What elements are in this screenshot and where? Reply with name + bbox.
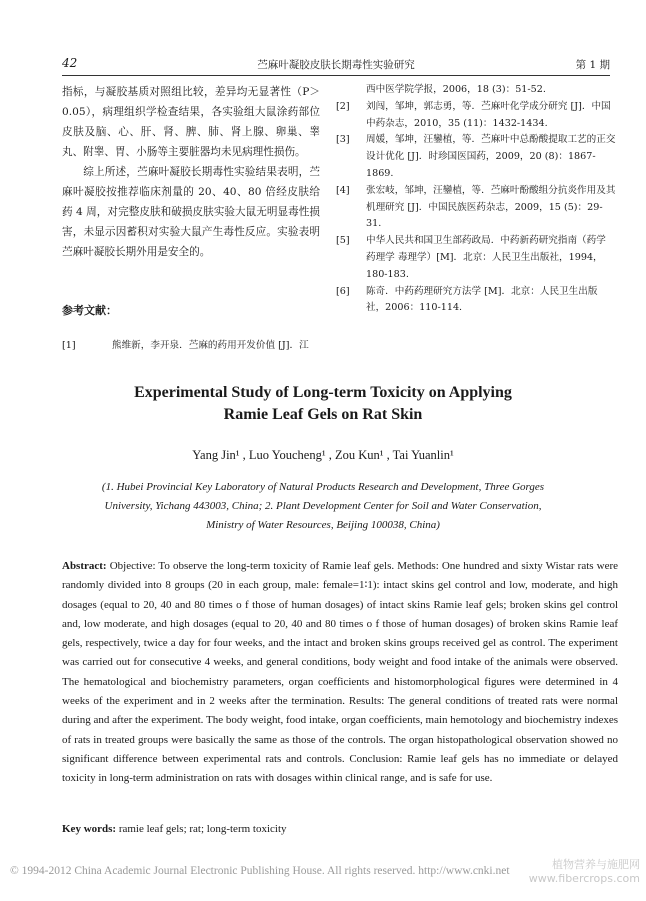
left-column [62, 82, 320, 262]
copyright-text: © 1994-2012 China Academic Journal Electronic Publishing House. All rights reserved. [10, 865, 416, 877]
running-title: 苎麻叶凝胶皮肤长期毒性实验研究 [257, 59, 415, 71]
title-line: Ramie Leaf Gels on Rat Skin [223, 406, 423, 423]
abstract-label: Abstract: [62, 560, 107, 572]
reference-number: [5] [336, 235, 350, 247]
reference-item [336, 233, 616, 283]
body-paragraph: 综上所述，苎麻叶凝胶长期毒性实验结果表明，苎麻叶凝胶按推荐临床剂量的 20、40、80 倍经皮肤给药 4 周，对完整皮肤和破损皮肤实验大鼠无明显毒性损害，未显示因蓄积对实验大鼠产生毒性反应。实验表明苎麻叶凝胶长期外用是安全的。 [62, 166, 320, 258]
reference-number: [1] [62, 340, 76, 351]
reference-item [336, 183, 616, 233]
site-link[interactable]: http://www.cnki.net [418, 865, 510, 877]
watermark [529, 858, 640, 886]
reference-number: [6] [336, 285, 350, 297]
reference-text: 张宏岐，邹坤，汪鑾植，等．苎麻叶酚酸组分抗炎作用及其机理研究 [J]．中国民族医药杂志，2009，15 (5)：29-31. [366, 184, 616, 230]
reference-number: [4] [336, 184, 350, 196]
references-heading: 参考文献： [62, 304, 117, 317]
affiliations: (1. Hubei Provincial Key Laboratory of Natural Products Research and Development, Three Gorges University, Yichang 443003, China; 2. Plant Development Center for Soil and Water Conservation, Ministry of Water Resources, Beijing 100038, China) [101, 481, 545, 531]
abstract-text: Objective: To observe the long-term toxicity of Ramie leaf gels. Methods: One hundred and sixty Wistar rats were randomly divided into 8 groups (20 in each group, male: female=1∶1): intact skins gel control and low, moderate, and high dosages (equal to 20, 40 and 80 times o f those of human dosages) of intact skins Ramie leaf gels; broken skins gel control and, low moderate, and high dosages (equal to 20, 40 and 80 times o f those of human dosages) of broken skins Ramie leaf gels, respectively, twice a day for four weeks, and the intact and broken skins groups received gel as control. The experiment was carried out for consecutive 4 weeks, and general conditions, body weight and food intake of the animals were observed. The hematological and biochemistry parameters, organ coefficients and histomorphological figures were determined in 4 weeks of the experiment and in 2 weeks after the termination. Results: The general conditions of treated rats were normal during and after the experiment. The body weight, food intake, organ coefficients, main hemotology and biochemistry indexes of rats in treated groups were basically the same as those of the controls. The organ histopathological observation showed no significant difference between experimental rats and controls. Conclusion: Ramie leaf gels has no immediate or delayed toxicity in long-term administration on rats with dosages within clinical range, and is safe for use. [62, 560, 619, 785]
reference-text: 中华人民共和国卫生部药政局．中药新药研究指南（药学 药理学 毒理学）[M]．北京：人民卫生出版社，1994，180-183. [366, 235, 606, 280]
reference-text: 刘闯，邹坤，郭志勇，等．苎麻叶化学成分研究 [J]．中国中药杂志，2010，35 (11)：1432-1434. [366, 100, 611, 129]
reference-item [336, 132, 616, 182]
title-line: Experimental Study of Long-term Toxicity on Applying [134, 384, 512, 401]
keywords-text: ramie leaf gels; rat; long-term toxicity [118, 823, 287, 835]
running-header [62, 56, 610, 74]
reference-number: [2] [336, 100, 350, 112]
keywords-label: Key words: [62, 823, 117, 835]
reference-text: 周媛，邹坤，汪鑾植，等．苎麻叶中总酚酸提取工艺的正交设计优化 [J]．时珍国医国药，2009，20 (8)：1867-1869. [366, 134, 616, 179]
body-paragraph: 指标，与凝胶基质对照组比较，差异均无显著性（P＞0.05），病理组织学检查结果，各实验组大鼠涂药部位皮肤及脑、心、肝、肾、脾、肺、肾上腺、卵巢、睾丸、附睾、胃、小肠等主要脏器均未见病理性损伤。 [62, 86, 320, 158]
issue-number: 第 1 期 [575, 59, 610, 71]
abstract [62, 557, 618, 789]
header-rule [62, 75, 610, 76]
reference-continuation [336, 82, 616, 99]
reference-item [336, 284, 616, 318]
right-column-references [336, 82, 616, 317]
watermark-line: 植物营养与施肥网 [552, 858, 640, 871]
author-list: Yang Jin¹ , Luo Youcheng¹ , Zou Kun¹ , Tai Yuanlin¹ [192, 448, 454, 462]
copyright-footer [10, 865, 510, 877]
english-title [0, 382, 646, 426]
reference-text: 西中医学院学报，2006，18 (3)：51-52. [366, 84, 546, 95]
watermark-line: www.fibercrops.com [528, 872, 640, 885]
keywords [62, 823, 287, 835]
reference-text: 陈奇．中药药理研究方法学 [M]．北京：人民卫生出版社，2006：110-114. [366, 285, 598, 314]
reference-text: 熊维新，李开泉．苎麻的药用开发价值 [J]．江 [112, 340, 309, 351]
reference-item [336, 99, 616, 133]
reference-number: [3] [336, 134, 350, 146]
reference-item [62, 337, 320, 354]
page-number: 42 [62, 56, 78, 70]
